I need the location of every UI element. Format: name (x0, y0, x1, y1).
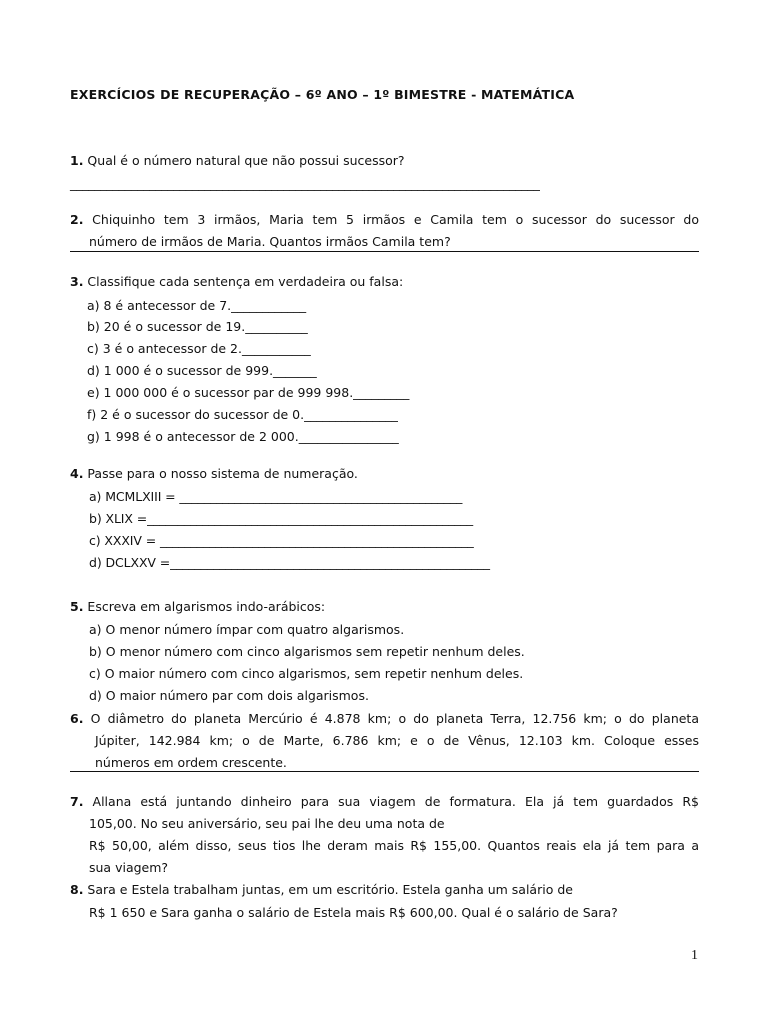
list-item: c) O maior número com cinco algarismos, sem repetir nenhum deles. (89, 666, 524, 681)
question-number: 6. (70, 711, 84, 726)
question-6-line-3: números em ordem crescente. (95, 755, 287, 770)
question-text: Sara e Estela trabalham juntas, em um escritório. Estela ganha um salário de (83, 882, 573, 897)
list-item: a) MCMLXIII = ______________________________________________ (89, 489, 463, 504)
question-7-line-1 (70, 794, 699, 810)
question-number: 1. (70, 153, 84, 168)
question-number: 4. (70, 466, 84, 481)
question-number: 7. (70, 794, 84, 809)
question-number: 3. (70, 274, 84, 289)
question-text: Chiquinho tem 3 irmãos, Maria tem 5 irmãos e Camila tem o sucessor do sucessor do (83, 212, 699, 227)
question-4 (70, 466, 358, 482)
question-7-line-4: sua viagem? (89, 860, 169, 875)
page-number: 1 (691, 948, 698, 963)
list-item: d) O maior número par com dois algarismos. (89, 688, 369, 703)
question-number: 5. (70, 599, 84, 614)
question-5 (70, 599, 325, 615)
question-1 (70, 153, 405, 169)
list-item: b) XLIX =_____________________________________________________ (89, 511, 474, 526)
question-number: 8. (70, 882, 84, 897)
question-8-line-1 (70, 882, 573, 898)
question-2-line-2: número de irmãos de Maria. Quantos irmãos Camila tem? (89, 234, 451, 249)
question-8-line-2: R$ 1 650 e Sara ganha o salário de Estela mais R$ 600,00. Qual é o salário de Sara? (89, 905, 618, 920)
question-7-line-2: 105,00. No seu aniversário, seu pai lhe deu uma nota de (89, 816, 445, 831)
list-item: g) 1 998 é o antecessor de 2 000.________________ (87, 429, 399, 444)
question-7-line-3: R$ 50,00, além disso, seus tios lhe deram mais R$ 155,00. Quantos reais ela já tem para a (89, 838, 699, 853)
question-text: Classifique cada sentença em verdadeira ou falsa: (83, 274, 404, 289)
question-6-line-1 (70, 711, 699, 727)
question-text: O diâmetro do planeta Mercúrio é 4.878 km; o do planeta Terra, 12.756 km; o do planeta (83, 711, 699, 726)
answer-rule (70, 771, 699, 772)
list-item: b) 20 é o sucessor de 19.__________ (87, 319, 308, 334)
list-item: c) 3 é o antecessor de 2.___________ (87, 341, 311, 356)
question-2-line-1 (70, 212, 699, 228)
question-text: Allana está juntando dinheiro para sua viagem de formatura. Ela já tem guardados R$ (83, 794, 699, 809)
question-3 (70, 274, 403, 290)
list-item: e) 1 000 000 é o sucessor par de 999 998._________ (87, 385, 410, 400)
question-text: Qual é o número natural que não possui sucessor? (83, 153, 405, 168)
question-number: 2. (70, 212, 84, 227)
list-item: b) O menor número com cinco algarismos sem repetir nenhum deles. (89, 644, 525, 659)
list-item: d) DCLXXV =____________________________________________________ (89, 555, 490, 570)
list-item: a) O menor número ímpar com quatro algarismos. (89, 622, 405, 637)
list-item: d) 1 000 é o sucessor de 999._______ (87, 363, 317, 378)
answer-rule (70, 251, 699, 252)
list-item: a) 8 é antecessor de 7.____________ (87, 298, 307, 313)
page-title: EXERCÍCIOS DE RECUPERAÇÃO – 6º ANO – 1º BIMESTRE - MATEMÁTICA (70, 87, 575, 102)
question-text: Escreva em algarismos indo-arábicos: (83, 599, 326, 614)
answer-line: _____________________________________________________________________________ (70, 176, 540, 191)
list-item: c) XXXIV = ___________________________________________________ (89, 533, 474, 548)
question-6-line-2: Júpiter, 142.984 km; o de Marte, 6.786 km; e o de Vênus, 12.103 km. Coloque esses (95, 733, 699, 748)
question-text: Passe para o nosso sistema de numeração. (83, 466, 358, 481)
list-item: f) 2 é o sucessor do sucessor de 0._______________ (87, 407, 398, 422)
